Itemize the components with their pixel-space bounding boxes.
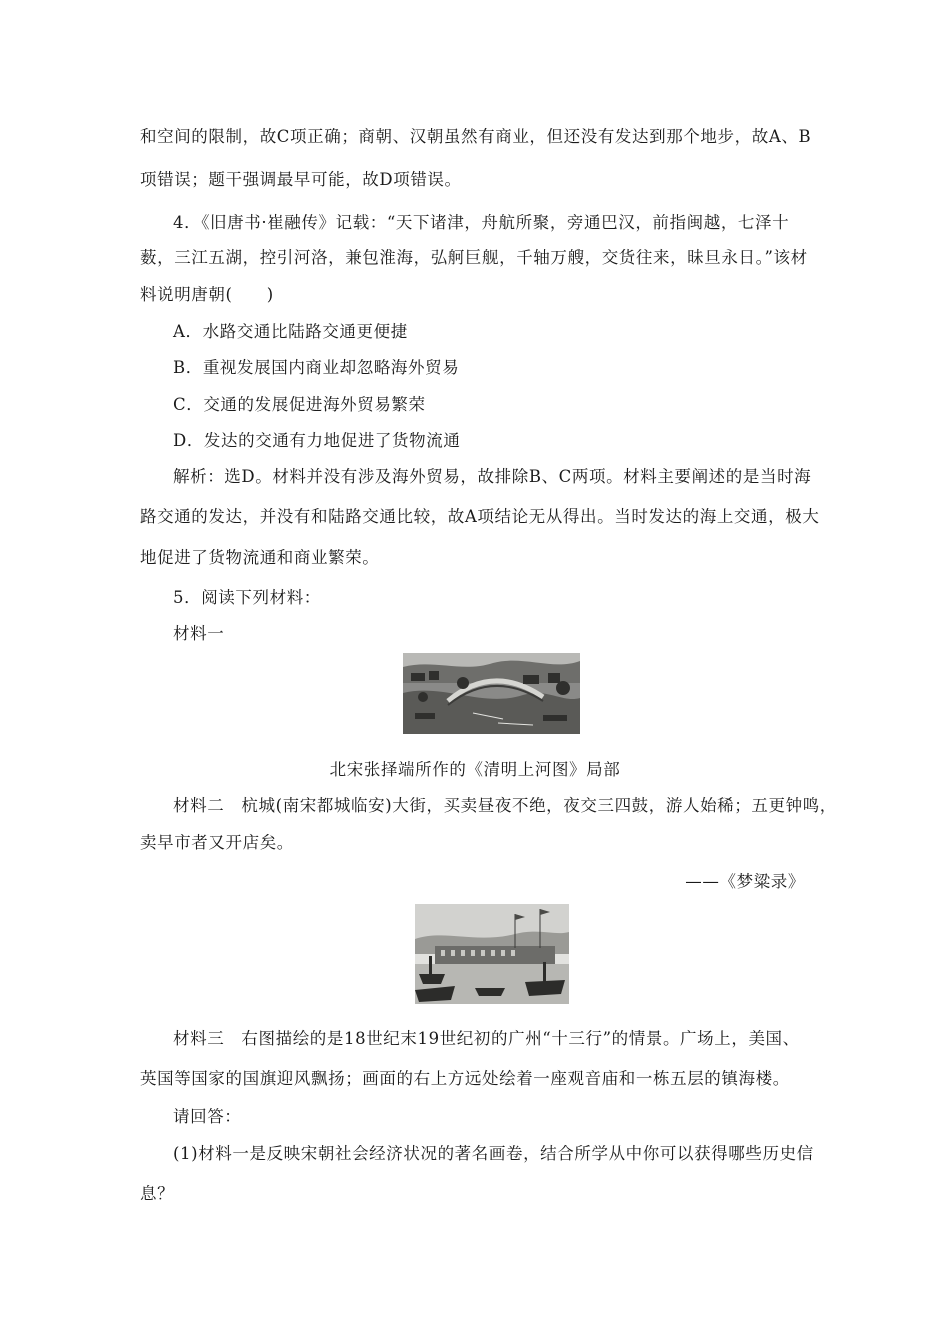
material-2-text: 材料二 杭城(南宋都城临安)大街，买卖昼夜不绝，夜交三四鼓，游人始稀；五更钟鸣， — [173, 796, 837, 815]
material-1-label: 材料一 — [173, 624, 225, 643]
text-line: 料说明唐朝( ) — [140, 285, 274, 304]
text-line: 路交通的发达，并没有和陆路交通比较，故A项结论无从得出。当时发达的海上交通，极大 — [140, 507, 820, 526]
material-3-text: 材料三 右图描绘的是18世纪末19世纪初的广州“十三行”的情景。广场上，美国、 — [173, 1029, 800, 1048]
thirteen-factories-image — [415, 904, 569, 1004]
text-line: 卖早市者又开店矣。 — [140, 833, 294, 852]
analysis-text: 解析：选D。材料并没有涉及海外贸易，故排除B、C两项。材料主要阐述的是当时海 — [173, 467, 812, 486]
option-a: A．水路交通比陆路交通更便捷 — [173, 322, 408, 341]
option-b: B．重视发展国内商业却忽略海外贸易 — [173, 358, 460, 377]
material-2-source: ——《梦粱录》 — [685, 872, 805, 891]
material-1-caption: 北宋张择端所作的《清明上河图》局部 — [329, 760, 621, 779]
question-5-stem: 5．阅读下列材料： — [173, 588, 321, 607]
qingming-painting-image — [403, 653, 580, 734]
text-line: 息？ — [140, 1184, 175, 1203]
text-line: 地促进了货物流通和商业繁荣。 — [140, 548, 380, 567]
option-d: D．发达的交通有力地促进了货物流通 — [173, 431, 461, 450]
text-line: 薮，三江五湖，控引河洛，兼包淮海，弘舸巨舰，千轴万艘，交货往来，昧旦永日。”该材 — [140, 248, 808, 267]
text-line: 英国等国家的国旗迎风飘扬；画面的右上方远处绘着一座观音庙和一栋五层的镇海楼。 — [140, 1069, 790, 1088]
text-line: 项错误；题干强调最早可能，故D项错误。 — [140, 170, 462, 189]
question-4-stem: 4．《旧唐书·崔融传》记载：“天下诸津，舟航所聚，旁通巴汉，前指闽越，七泽十 — [173, 213, 790, 232]
text-line: 和空间的限制，故C项正确；商朝、汉朝虽然有商业，但还没有发达到那个地步，故A、B — [140, 127, 812, 146]
answer-prompt: 请回答： — [173, 1107, 242, 1126]
sub-question-1: (1)材料一是反映宋朝社会经济状况的著名画卷，结合所学从中你可以获得哪些历史信 — [173, 1144, 814, 1163]
option-c: C．交通的发展促进海外贸易繁荣 — [173, 395, 426, 414]
